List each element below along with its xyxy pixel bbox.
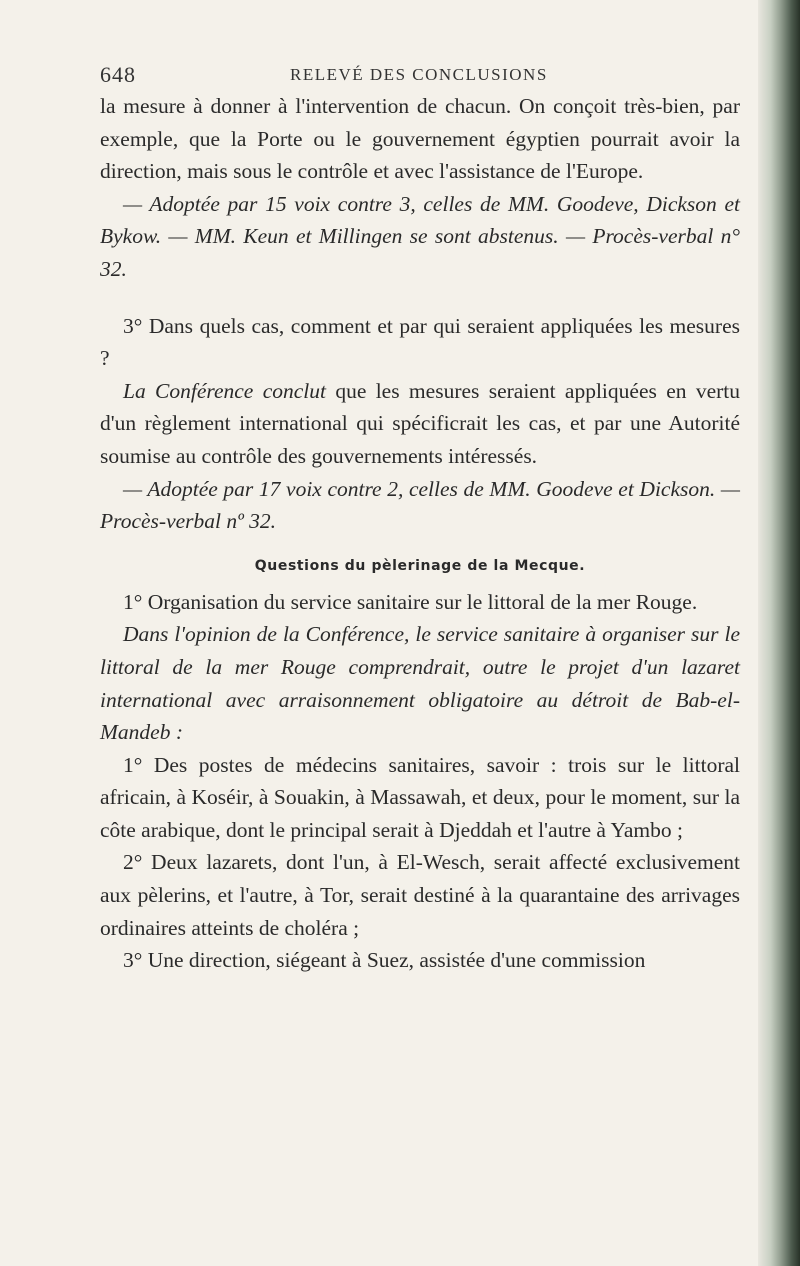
spacer	[100, 286, 740, 310]
item-direction: 3° Une direction, siégeant à Suez, assistée d'une commission	[123, 948, 646, 973]
conclusion-paragraph	[100, 375, 740, 473]
vote-note-1: — Adoptée par 15 voix contre 3, celles de MM. Goodeve, Dickson et Bykow. — MM. Keun et Millingen se sont abstenus. — Procès-verbal n° 32.	[100, 191, 740, 281]
page-header	[100, 62, 740, 88]
page-edge-shadow	[758, 0, 800, 1266]
page-body	[100, 90, 740, 977]
conclusion-text: que les mesures seraient appliquées en vertu d'un règlement international qui spécificrait les cas, et par une Autorité soumise au contrôle des gouvernements intéressés.	[100, 378, 741, 468]
item-posts: 1° Des postes de médecins sanitaires, savoir : trois sur le littoral africain, à Koséir, à Souakin, à Massawah, et deux, pour le moment, sur la côte arabique, dont le principal serait à Djeddah et l'autre à Yambo ;	[100, 752, 740, 842]
item-lazarets: 2° Deux lazarets, dont l'un, à El-Wesch, serait affecté exclusivement aux pèlerins, et l'autre, à Tor, serait destiné à la quarantaine des arrivages ordinaires atteints de choléra ;	[100, 850, 740, 940]
page-number: 648	[100, 62, 136, 87]
vote-note-2: — Adoptée par 17 voix contre 2, celles de MM. Goodeve et Dickson. — Procès-verbal nº 32.	[100, 476, 740, 534]
question-3: 3° Dans quels cas, comment et par qui seraient appliquées les mesures ?	[100, 313, 740, 371]
running-title: RELEVÉ DES CONCLUSIONS	[290, 65, 548, 84]
section-title: Questions du pèlerinage de la Mecque.	[254, 557, 586, 574]
paragraph-continuation: la mesure à donner à l'intervention de chacun. On conçoit très-bien, par exemple, que la Porte ou le gouvernement égyptien pourrait avoir la direction, mais sous le contrôle et avec l'assistance de l'Europe.	[100, 94, 740, 184]
conclusion-lead: La Conférence conclut	[123, 378, 326, 403]
conference-opinion: Dans l'opinion de la Conférence, le service sanitaire à organiser sur le littoral de la mer Rouge comprendrait, outre le projet d'un lazaret international avec arraisonnement obligatoire au détroit de Bab-el-Mandeb :	[100, 622, 740, 745]
item-1-heading: 1° Organisation du service sanitaire sur le littoral de la mer Rouge.	[123, 589, 698, 614]
